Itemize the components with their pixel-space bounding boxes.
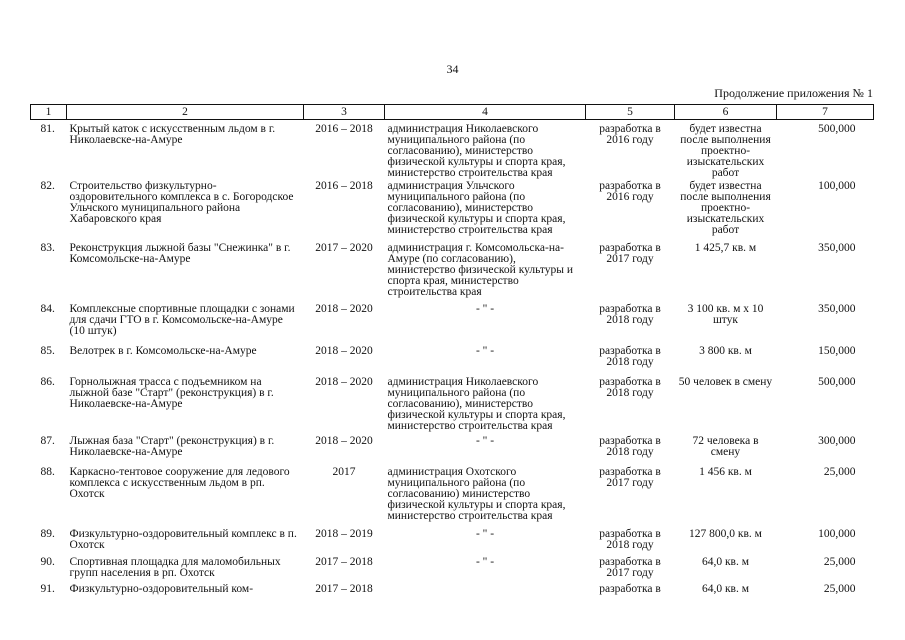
row-number: 83. — [40, 242, 55, 254]
implementation-period: 2018 – 2019 — [315, 528, 373, 540]
design-stage: разработка в — [599, 583, 661, 595]
column-header: 4 — [385, 105, 586, 120]
implementation-period: 2017 – 2018 — [315, 556, 373, 568]
capacity: 64,0 кв. м — [701, 583, 750, 595]
implementation-period: 2016 – 2018 — [315, 180, 373, 192]
funding-amount: 100,000 — [818, 180, 856, 192]
responsible-executor: администрация Охотского муниципального района (по согласованию) министерство физической культуры и спорта края, министерство строительства края — [387, 466, 566, 522]
row-number: 85. — [40, 345, 55, 357]
funding-amount: 350,000 — [818, 303, 856, 315]
funding-amount: 500,000 — [818, 123, 856, 135]
object-name: Строительство физкультурно-оздоровительного комплекса в с. Богородское Ульчского муниципального района Хабаровского края — [69, 180, 294, 225]
capacity: будет известна после выполнения проектно-изыскательских работ — [680, 123, 771, 179]
table-row — [31, 179, 874, 241]
object-name: Велотрек в г. Комсомольске-на-Амуре — [69, 345, 257, 357]
responsible-executor: - " - — [475, 528, 495, 540]
design-stage: разработка в 2018 году — [599, 303, 661, 326]
implementation-period: 2018 – 2020 — [315, 345, 373, 357]
responsible-executor: администрация Ульчского муниципального района (по согласованию), министерство физической культуры и спорта края, министерство строительства края — [387, 180, 566, 236]
design-stage: разработка в 2017 году — [599, 466, 661, 489]
design-stage: разработка в 2018 году — [599, 376, 661, 399]
table-row — [31, 582, 874, 606]
header-row — [31, 105, 874, 120]
funding-amount: 25,000 — [823, 583, 856, 595]
implementation-period: 2017 – 2020 — [315, 242, 373, 254]
capacity: 72 человека в смену — [692, 435, 759, 458]
funding-amount: 350,000 — [818, 242, 856, 254]
implementation-period: 2016 – 2018 — [315, 123, 373, 135]
implementation-period: 2018 – 2020 — [315, 435, 373, 447]
implementation-period: 2017 – 2018 — [315, 583, 373, 595]
design-stage: разработка в 2017 году — [599, 556, 661, 579]
table-row — [31, 465, 874, 527]
row-number: 89. — [40, 528, 55, 540]
funding-amount: 500,000 — [818, 376, 856, 388]
row-number: 87. — [40, 435, 55, 447]
table-row — [31, 527, 874, 555]
design-stage: разработка в 2018 году — [599, 528, 661, 551]
capacity: 50 человек в смену — [678, 376, 773, 388]
object-name: Физкультурно-оздоровительный ком- — [69, 583, 254, 595]
capacity: будет известна после выполнения проектно-изыскательских работ — [680, 180, 771, 236]
object-name: Крытый каток с искусственным льдом в г. Николаевске-на-Амуре — [69, 123, 276, 146]
object-name: Горнолыжная трасса с подъемником на лыжной базе "Старт" (реконструкция) в г. Николаевске-на-Амуре — [69, 376, 274, 410]
object-name: Физкультурно-оздоровительный комплекс в п. Охотск — [69, 528, 297, 551]
column-header: 2 — [67, 105, 304, 120]
design-stage: разработка в 2017 году — [599, 242, 661, 265]
object-name: Комплексные спортивные площадки с зонами для сдачи ГТО в г. Комсомольске-на-Амуре (10 штук) — [69, 303, 295, 337]
implementation-period: 2017 — [332, 466, 356, 478]
responsible-executor: администрация Николаевского муниципального района (по согласованию), министерство физической культуры и спорта края, министерство строительства края — [387, 376, 566, 432]
funding-amount: 300,000 — [818, 435, 856, 447]
projects-table — [30, 104, 874, 606]
column-header: 1 — [31, 105, 67, 120]
table-row — [31, 434, 874, 465]
capacity: 127 800,0 кв. м — [689, 528, 762, 540]
row-number: 90. — [40, 556, 55, 568]
table-row — [31, 241, 874, 302]
capacity: 3 100 кв. м х 10 штук — [687, 303, 764, 326]
capacity: 1 456 кв. м — [699, 466, 752, 478]
responsible-executor: администрация Николаевского муниципального района (по согласованию), министерство физической культуры и спорта края, министерство строительства края — [387, 123, 566, 179]
row-number: 88. — [40, 466, 55, 478]
design-stage: разработка в 2016 году — [599, 180, 661, 203]
row-number: 82. — [40, 180, 55, 192]
implementation-period: 2018 – 2020 — [315, 376, 373, 388]
design-stage: разработка в 2018 году — [599, 345, 661, 368]
projects-table-container — [30, 104, 873, 606]
capacity: 64,0 кв. м — [701, 556, 750, 568]
responsible-executor: - " - — [475, 345, 495, 357]
capacity: 3 800 кв. м — [699, 345, 752, 357]
table-row — [31, 375, 874, 434]
column-header: 7 — [777, 105, 874, 120]
object-name: Спортивная площадка для маломобильных групп населения в рп. Охотск — [69, 556, 281, 579]
object-name: Реконструкция лыжной базы "Снежинка" в г. Комсомольске-на-Амуре — [69, 242, 291, 265]
row-number: 86. — [40, 376, 55, 388]
column-header: 6 — [675, 105, 777, 120]
row-number: 81. — [40, 123, 55, 135]
row-number: 84. — [40, 303, 55, 315]
design-stage: разработка в 2016 году — [599, 123, 661, 146]
table-row — [31, 302, 874, 344]
table-body — [31, 120, 874, 607]
responsible-executor: администрация г. Комсомольска-на-Амуре (по согласованию), министерство физической культуры и спорта края, министерство строительства края — [387, 242, 574, 298]
responsible-executor: - " - — [475, 435, 495, 447]
table-row — [31, 344, 874, 375]
column-header: 5 — [586, 105, 675, 120]
page-number: 34 — [446, 62, 459, 76]
continuation-label: Продолжение приложения № 1 — [714, 86, 873, 100]
table-row — [31, 120, 874, 180]
funding-amount: 100,000 — [818, 528, 856, 540]
responsible-executor — [385, 582, 586, 606]
funding-amount: 150,000 — [818, 345, 856, 357]
responsible-executor: - " - — [475, 556, 495, 568]
object-name: Лыжная база "Старт" (реконструкция) в г. Николаевске-на-Амуре — [69, 435, 275, 458]
column-header: 3 — [304, 105, 385, 120]
capacity: 1 425,7 кв. м — [694, 242, 757, 254]
row-number: 91. — [40, 583, 55, 595]
funding-amount: 25,000 — [823, 466, 856, 478]
design-stage: разработка в 2018 году — [599, 435, 661, 458]
funding-amount: 25,000 — [823, 556, 856, 568]
implementation-period: 2018 – 2020 — [315, 303, 373, 315]
responsible-executor: - " - — [475, 303, 495, 315]
table-row — [31, 555, 874, 582]
object-name: Каркасно-тентовое сооружение для ледового комплекса с искусственным льдом в рп. Охотск — [69, 466, 290, 500]
